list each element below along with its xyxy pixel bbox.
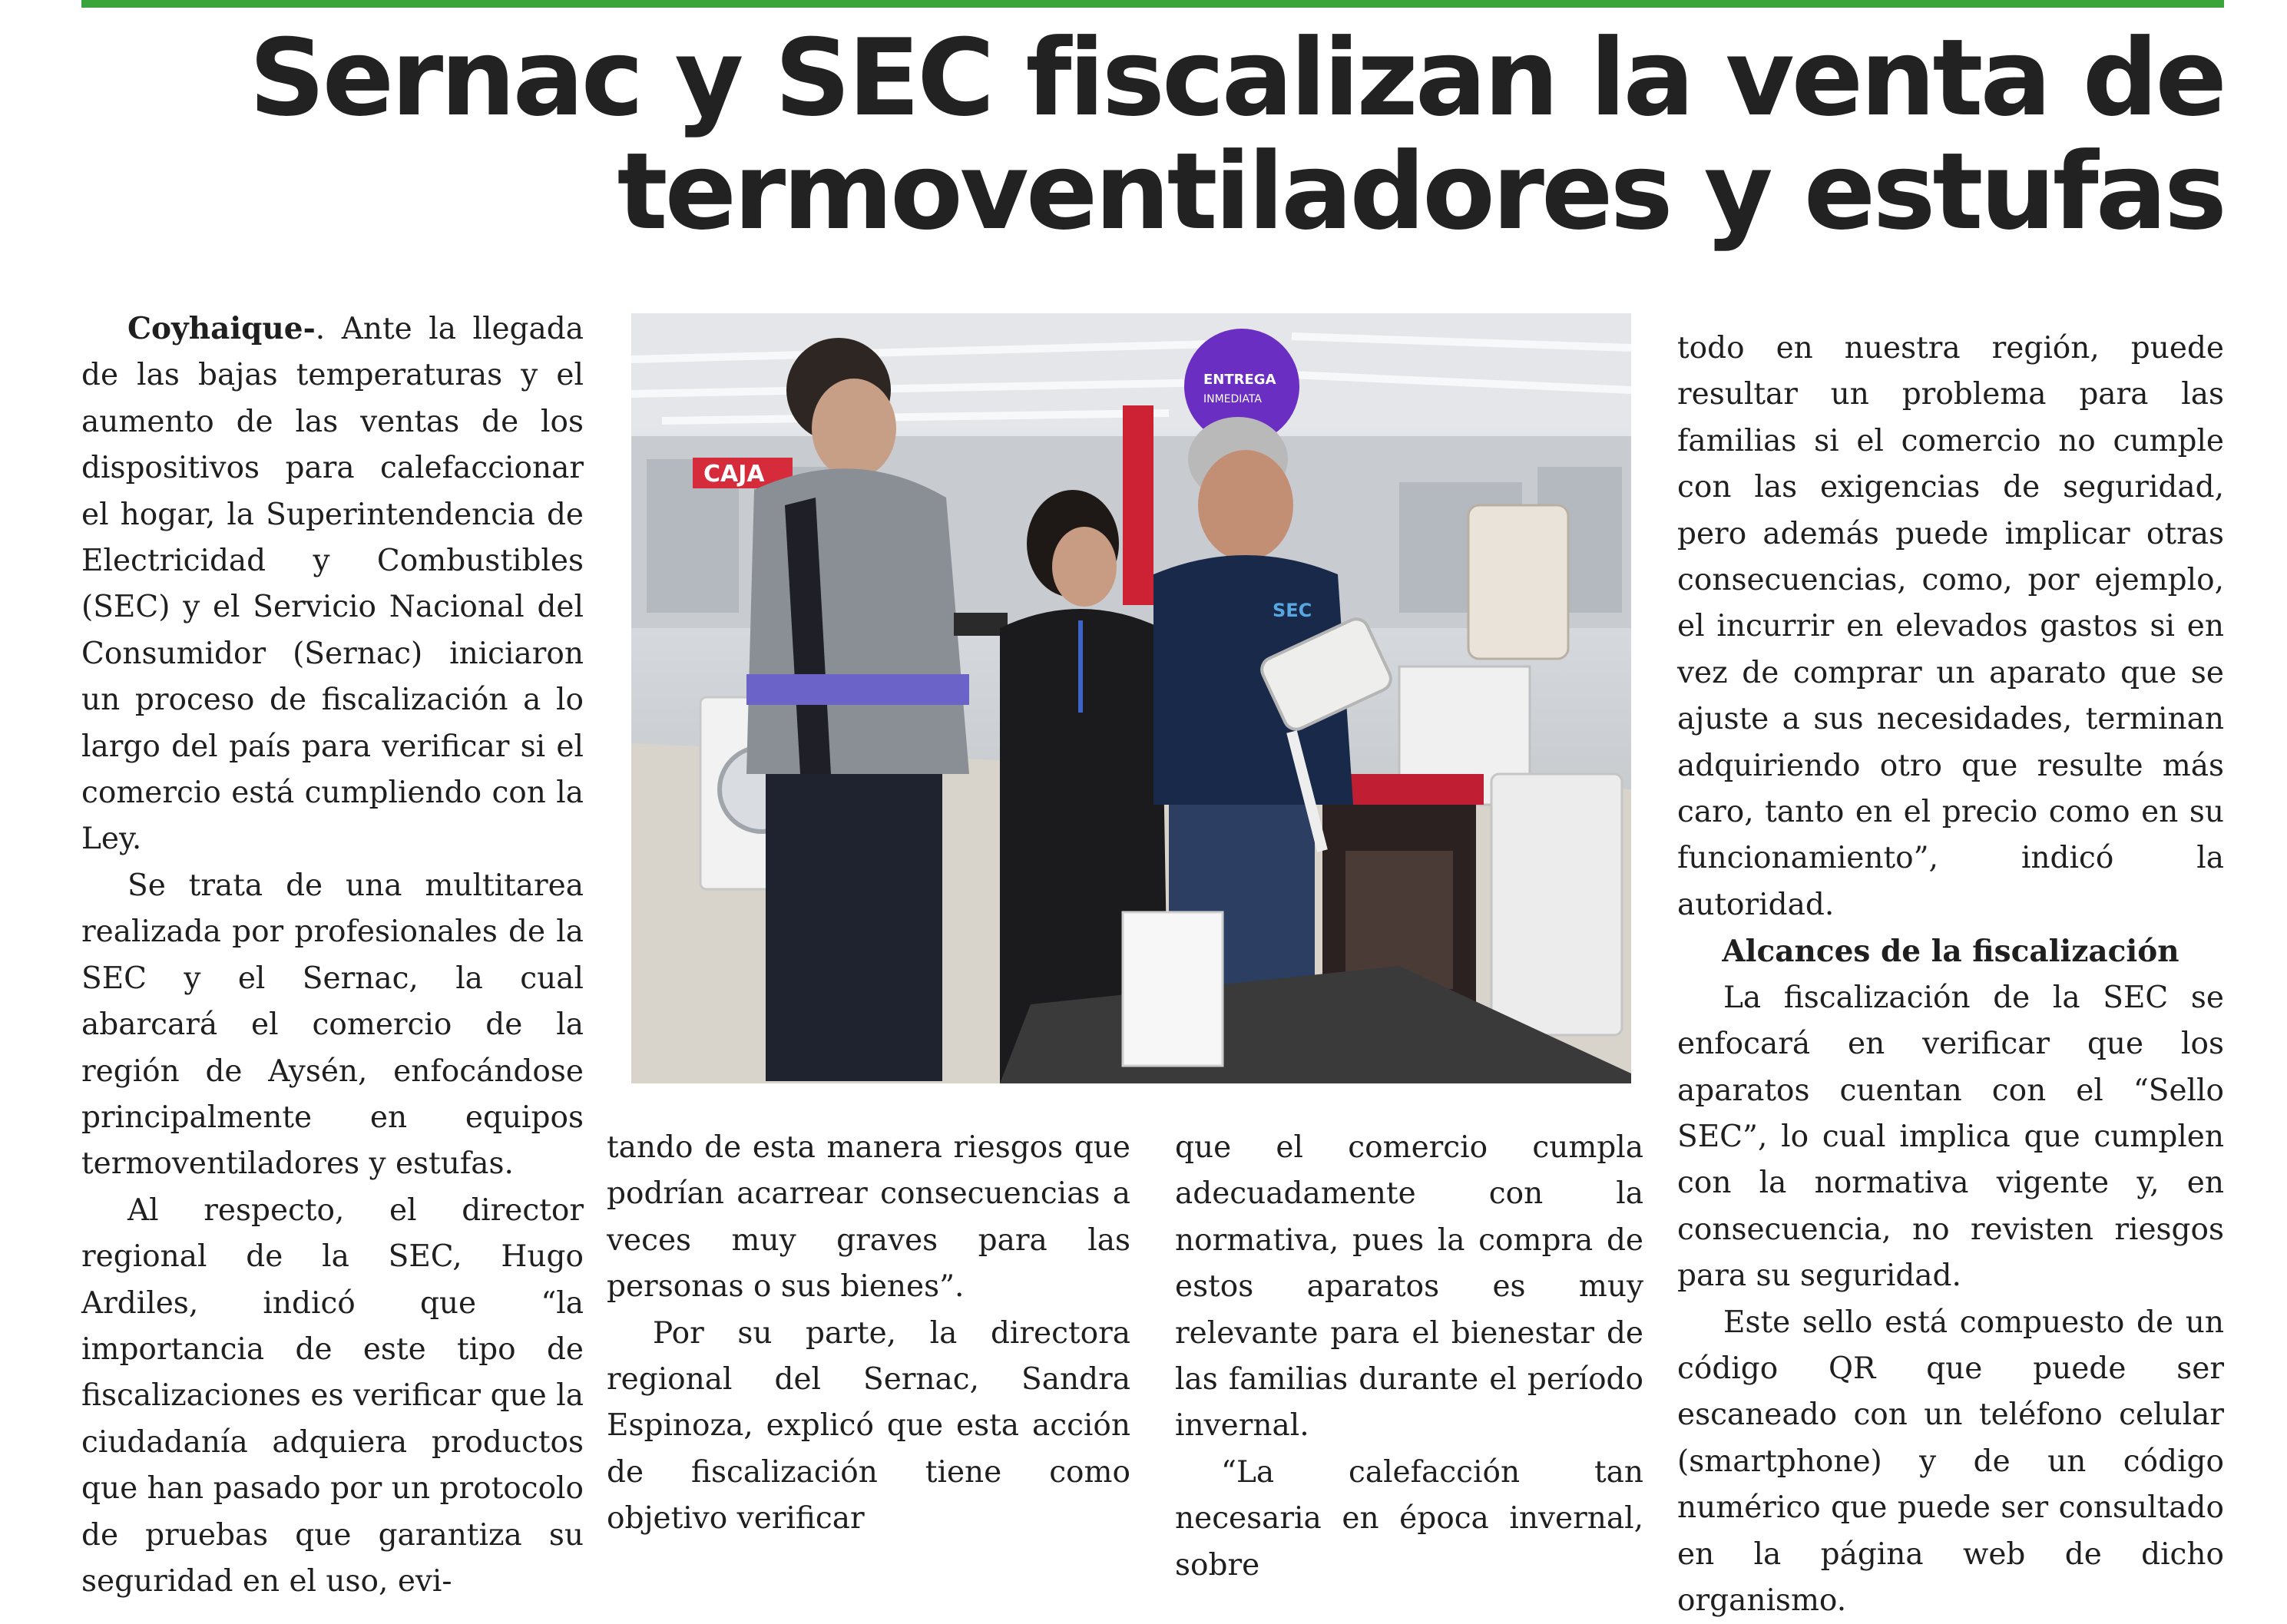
paragraph: que el comercio cumpla adecuadamente con la normativa, pues la compra de estos aparatos es muy relevante para el bienestar de las familias durante el período invernal. (1175, 1130, 1643, 1444)
article-column-3 (1175, 1125, 1643, 1589)
headline: Sernac y SEC fiscalizan la venta de termoventiladores y estufas (249, 16, 2224, 253)
article-photo (631, 313, 1631, 1083)
paragraph: Se trata de una multitarea realizada por profesionales de la SEC y el Sernac, la cual abarcará el comercio de la región de Aysén, enfocándose principalmente en equipos termoventiladores y estufas. (81, 868, 584, 1182)
store-sign-inmediata: INMEDIATA (1203, 393, 1262, 405)
store-sign-caja: CAJA (703, 461, 765, 488)
paragraph: Por su parte, la directora regional del Sernac, Sandra Espinoza, explicó que esta acción de fiscalización tiene como objetivo verificar (607, 1315, 1130, 1536)
article-column-1 (81, 306, 584, 1605)
article-column-4 (1677, 326, 2224, 1624)
paragraph: tando de esta manera riesgos que podrían acarrear consecuencias a veces muy graves para las personas o sus bienes”. (607, 1130, 1130, 1305)
paragraph: “La calefacción tan necesaria en época invernal, sobre (1175, 1454, 1643, 1583)
paragraph: Este sello está compuesto de un código QR que puede ser escaneado con un teléfono celular (smartphone) y de un código numérico que puede ser consultado en la página web de dicho organismo. (1677, 1305, 2224, 1618)
section-subhead: Alcances de la fiscalización (1722, 934, 2179, 970)
store-sign-entrega: ENTREGA (1203, 372, 1276, 388)
paragraph: Coyhaique-. Ante la llegada de las bajas temperaturas y el aumento de las ventas de los dispositivos para calefaccionar el hogar, la Superintendencia de Electricidad y Combustibles (SEC) y el Servicio Nacional del Consumidor (Sernac) iniciaron un proceso de fiscalización a lo largo del país para verificar si el comercio está cumpliendo con la Ley. (81, 311, 584, 857)
store-inspection-photo (631, 313, 1631, 1083)
dateline: Coyhaique- (127, 311, 316, 346)
paragraph: Al respecto, el director regional de la SEC, Hugo Ardiles, indicó que “la importancia de este tipo de fiscalizaciones es verificar que la ciudadanía adquiera productos que han pasado por un protocolo de pruebas que garantiza su seguridad en el uso, evi- (81, 1192, 584, 1599)
top-accent-bar (81, 0, 2224, 8)
paragraph: La fiscalización de la SEC se enfocará en verificar que los aparatos cuentan con el “Sello SEC”, lo cual implica que cumplen con la normativa vigente y, en consecuencia, no revisten riesgos para su seguridad. (1677, 980, 2224, 1294)
paragraph: todo en nuestra región, puede resultar un problema para las familias si el comercio no cumple con las exigencias de seguridad, pero además puede implicar otras consecuencias, como, por ejemplo, el incurrir en elevados gastos si en vez de comprar un aparato que se ajuste a sus necesidades, terminan adquiriendo otro que resulte más caro, tanto en el precio como en su funcionamiento”, indicó la autoridad. (1677, 331, 2224, 922)
jacket-logo: SEC (1273, 600, 1312, 621)
article-column-2 (607, 1125, 1130, 1543)
